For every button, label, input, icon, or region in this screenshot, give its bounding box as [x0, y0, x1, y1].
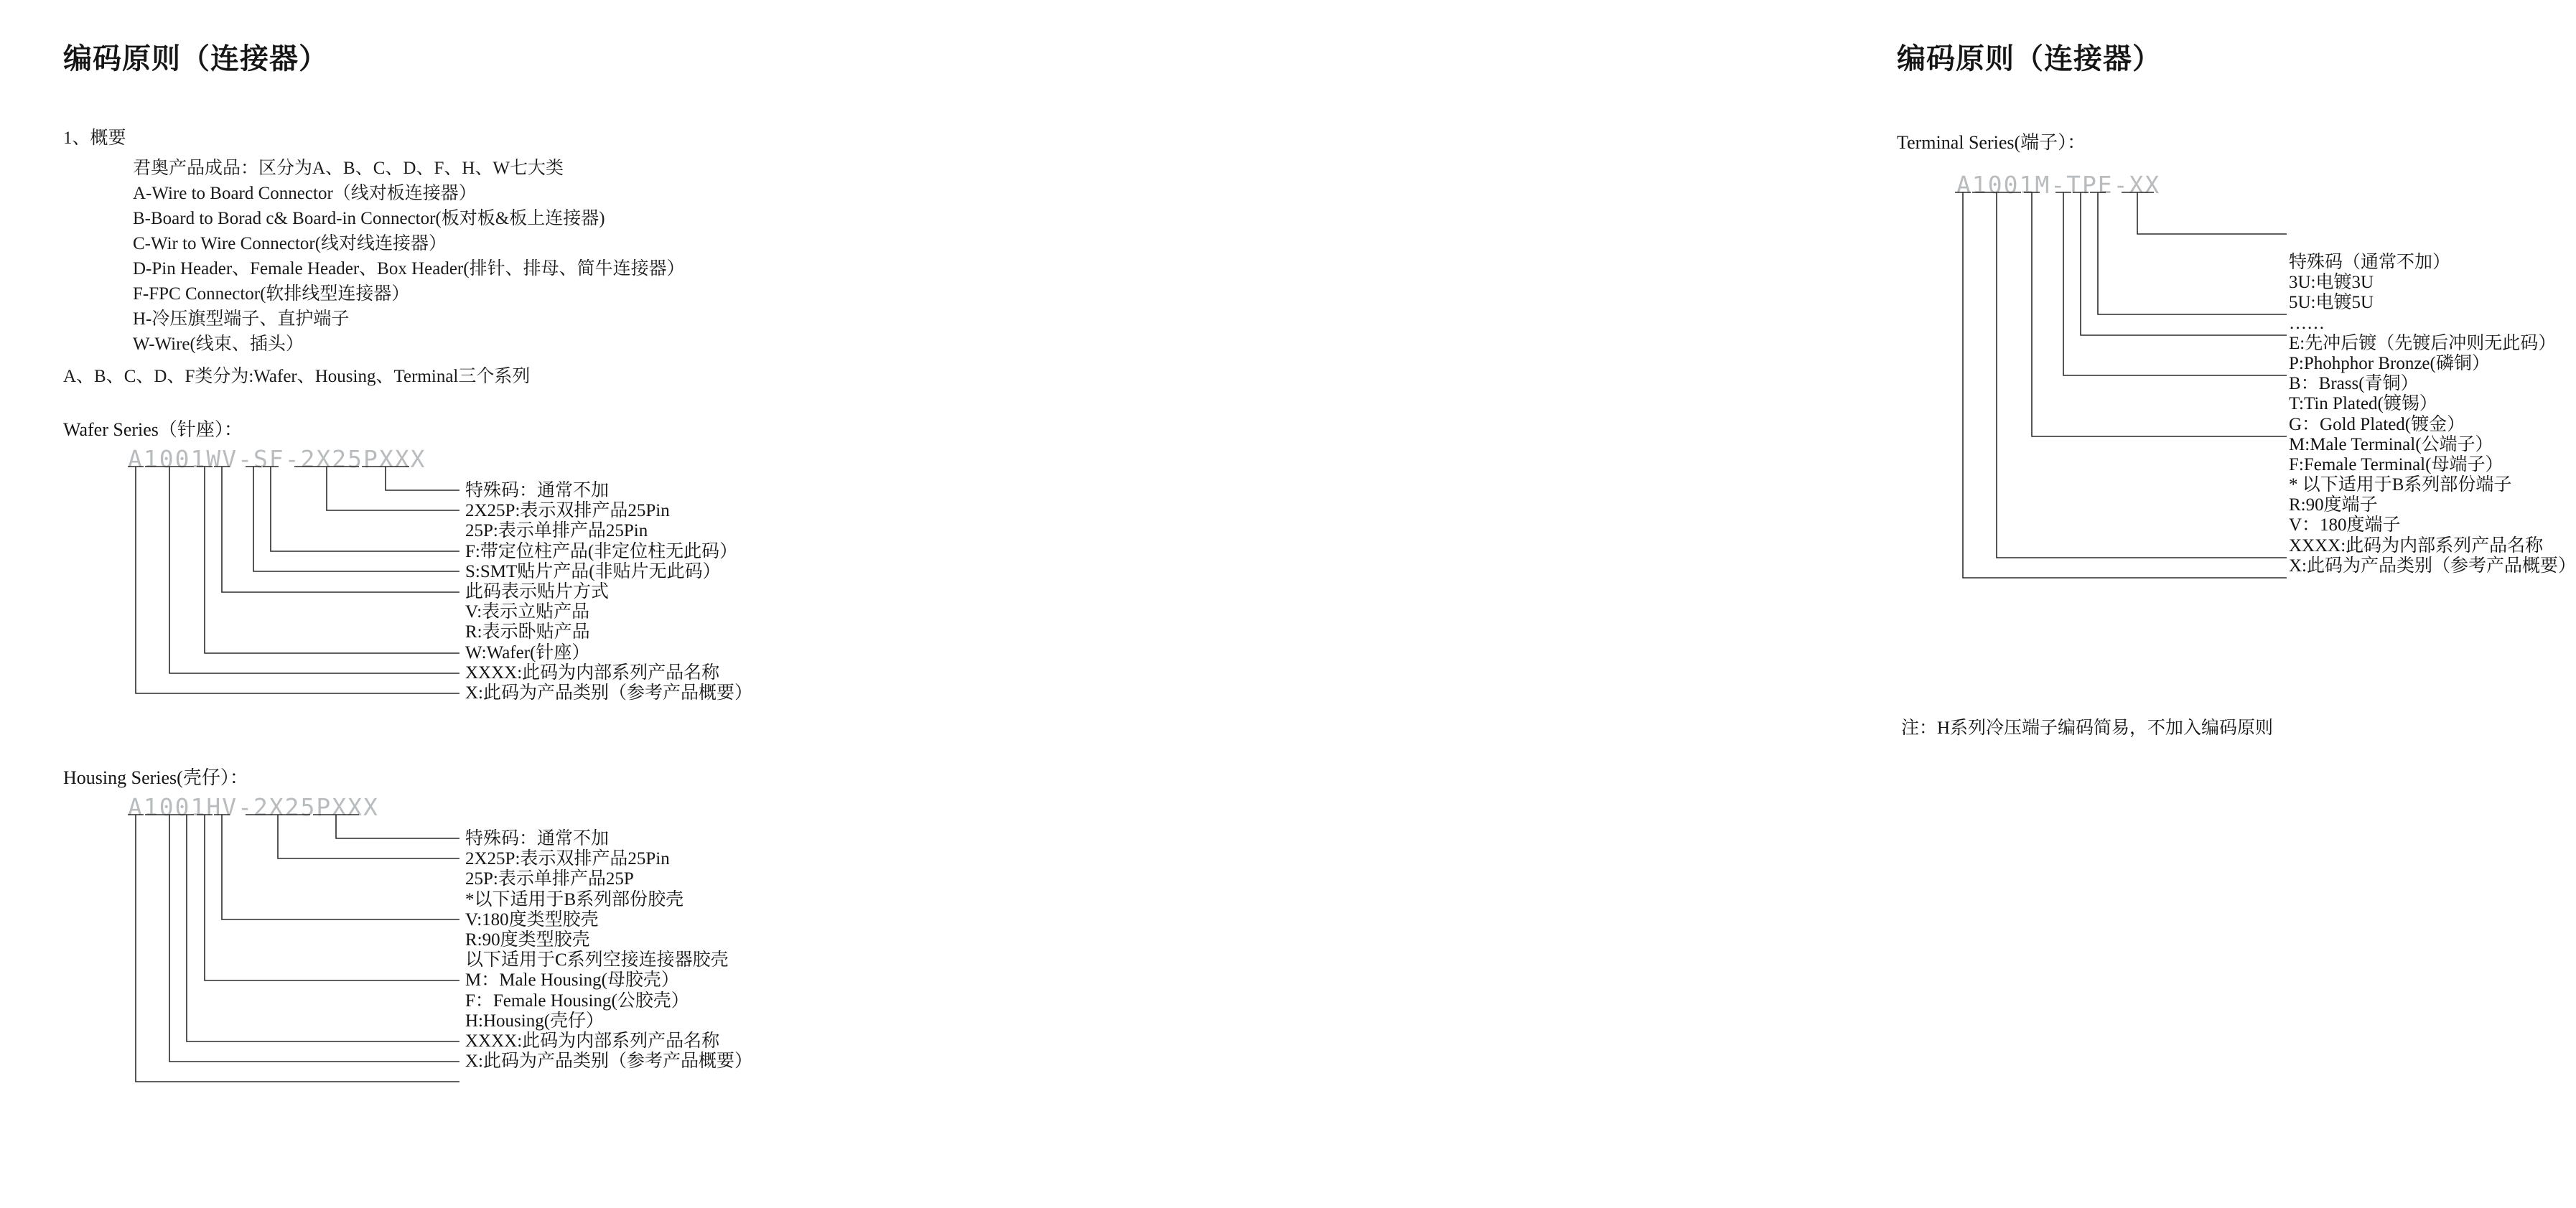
annotation-row: XXXX:此码为内部系列产品名称 [2289, 535, 2544, 556]
wafer-leader-lines [122, 465, 459, 741]
annotation-row: 特殊码（通常不加） [2289, 253, 2451, 272]
annotation-row: P:Phohphor Bronze(磷铜） [2289, 353, 2490, 373]
annotation-row: F:Female Terminal(母端子） [2289, 454, 2503, 474]
annotation-row: X:此码为产品类别（参考产品概要） [465, 683, 753, 703]
housing-series-heading: Housing Series(壳仔）： [63, 767, 248, 788]
annotation-row: T:Tin Plated(镀锡） [2289, 394, 2437, 414]
annotation-row: 5U:电镀5U [2289, 293, 2374, 313]
annotation-row: X:此码为产品类别（参考产品概要） [2289, 556, 2576, 576]
annotation-row: B：Brass(青铜） [2289, 374, 2419, 394]
annotation-row: 以下适用于C系列空接连接器胶壳 [465, 950, 729, 970]
terminal-series-heading: Terminal Series(端子）： [1897, 132, 2086, 153]
terminal-annotation-list [2289, 253, 2576, 576]
annotation-row: 特殊码：通常不加 [465, 481, 610, 500]
intro-line: W-Wire(线束、插头） [133, 334, 304, 354]
page-title-right: 编码原则（连接器） [1897, 42, 2162, 75]
housing-leader-lines [122, 813, 459, 1118]
intro-line: D-Pin Header、Female Header、Box Header(排针、排母、简牛连接器） [133, 259, 685, 278]
annotation-row: 此码表示贴片方式 [465, 581, 610, 601]
annotation-row: S:SMT贴片产品(非贴片无此码） [465, 561, 721, 581]
annotation-row: 3U:电镀3U [2289, 273, 2374, 293]
annotation-row: G：Gold Plated(镀金） [2289, 414, 2465, 434]
annotation-row: E:先冲后镀（先镀后冲则无此码） [2289, 333, 2557, 353]
left-column [0, 0, 933, 1208]
annotation-row: 25P:表示单排产品25P [465, 869, 634, 889]
housing-part-number: A1001HV-2X25PXXX [128, 793, 379, 821]
intro-line: B-Board to Borad c& Board-in Connector(板对板&板上连接器) [133, 209, 605, 228]
annotation-row: V：180度端子 [2289, 515, 2401, 535]
annotation-row: X:此码为产品类别（参考产品概要） [465, 1052, 753, 1072]
annotation-row: XXXX:此码为内部系列产品名称 [465, 1031, 720, 1051]
annotation-row: * 以下适用于B系列部份端子 [2289, 475, 2512, 495]
page-title-left: 编码原则（连接器） [63, 42, 328, 75]
annotation-row: R:表示卧贴产品 [465, 622, 590, 642]
annotation-row: V:表示立贴产品 [465, 602, 590, 622]
annotation-row: H:Housing(壳仔） [465, 1011, 605, 1031]
terminal-note: 注：H系列冷压端子编码简易，不加入编码原则 [1901, 718, 2274, 738]
terminal-part-number: A1001M-TPE-XX [1956, 171, 2161, 199]
annotation-row: W:Wafer(针座） [465, 642, 590, 662]
intro-line: 君奥产品成品：区分为A、B、C、D、F、H、W七大类 [133, 159, 564, 178]
annotation-row: *以下适用于B系列部份胶壳 [465, 889, 684, 909]
terminal-leader-lines [1949, 191, 2287, 650]
annotation-row: XXXX:此码为内部系列产品名称 [465, 662, 720, 683]
right-column [933, 0, 2576, 1208]
housing-annotation-list [465, 829, 752, 1072]
annotation-row: 特殊码：通常不加 [465, 829, 610, 848]
annotation-row: F：Female Housing(公胶壳） [465, 991, 689, 1011]
annotation-row: 2X25P:表示双排产品25Pin [465, 849, 670, 869]
intro-line: F-FPC Connector(软排线型连接器） [133, 284, 410, 304]
intro-line: C-Wir to Wire Connector(线对线连接器） [133, 234, 447, 253]
annotation-row: 2X25P:表示双排产品25Pin [465, 501, 670, 521]
annotation-row: F:带定位柱产品(非定位柱无此码） [465, 541, 738, 561]
annotation-row: R:90度类型胶壳 [465, 930, 590, 950]
annotation-row: R:90度端子 [2289, 495, 2378, 515]
classification-line: A、B、C、D、F类分为:Wafer、Housing、Terminal三个系列 [63, 367, 531, 386]
wafer-series-heading: Wafer Series（针座）： [63, 419, 243, 440]
wafer-annotation-list [465, 481, 752, 703]
annotation-row: M：Male Housing(母胶壳） [465, 970, 679, 991]
annotation-row: V:180度类型胶壳 [465, 909, 599, 930]
section-number: 1、概要 [63, 128, 126, 148]
intro-line: A-Wire to Board Connector（线对板连接器） [133, 184, 477, 203]
annotation-row: M:Male Terminal(公端子） [2289, 434, 2493, 454]
annotation-row: 25P:表示单排产品25Pin [465, 521, 648, 541]
wafer-part-number: A1001WV-SF-2X25PXXX [128, 445, 426, 473]
intro-line: H-冷压旗型端子、直护端子 [133, 309, 350, 329]
annotation-row: …… [2289, 313, 2325, 333]
